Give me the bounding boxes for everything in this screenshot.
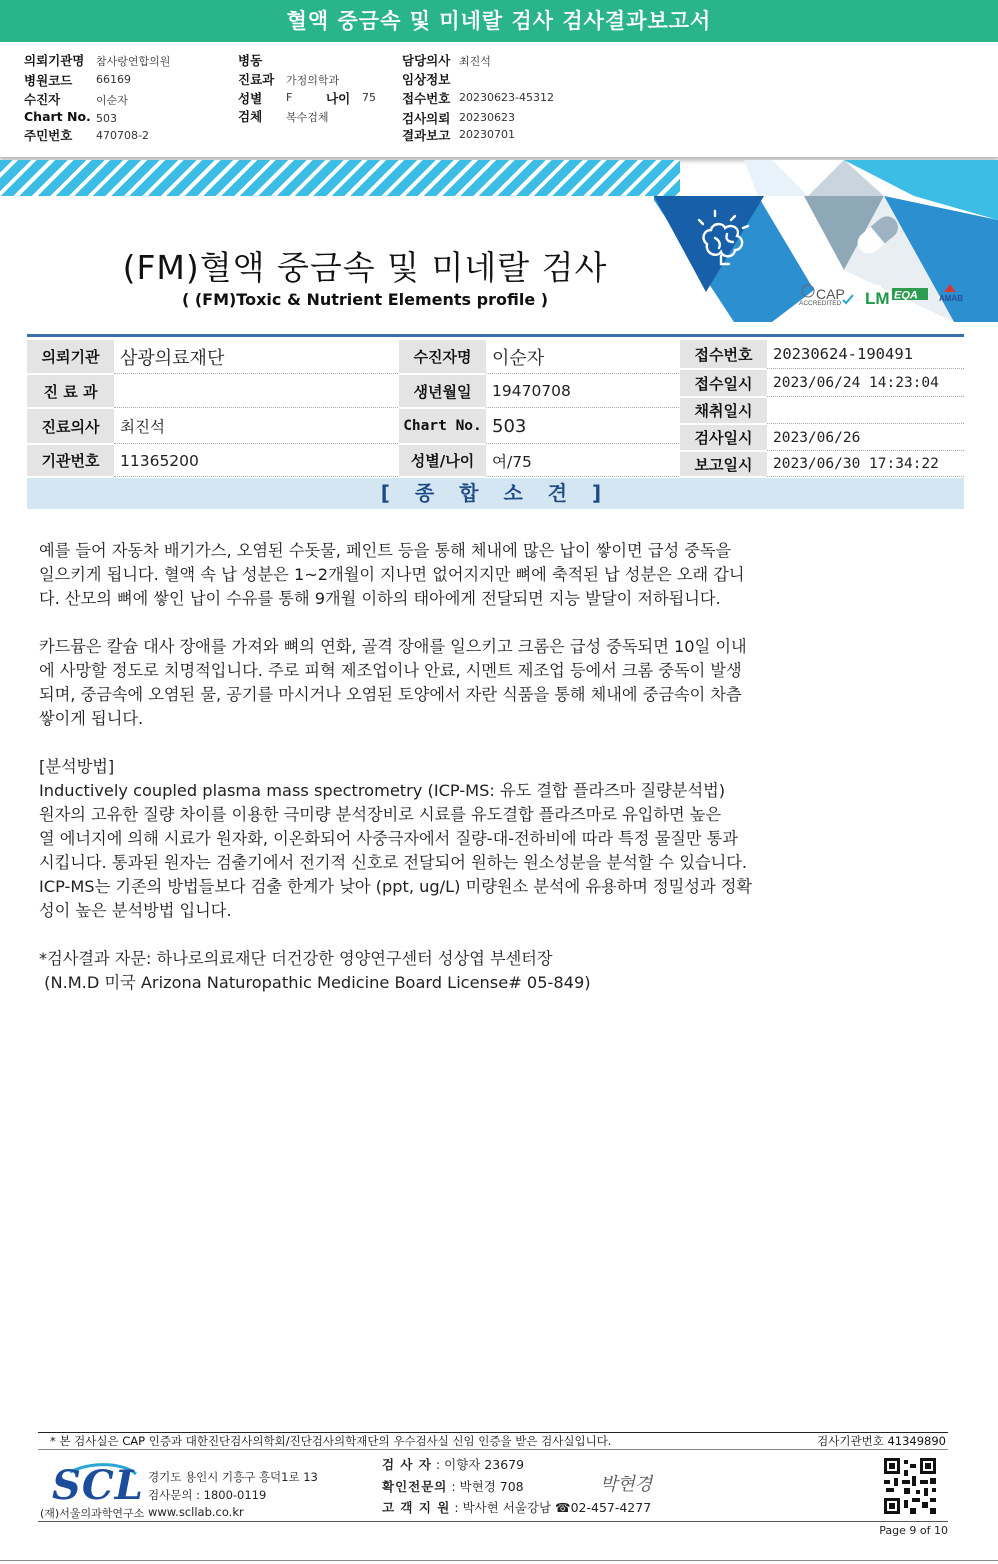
header-label: Chart No. xyxy=(24,109,91,124)
birth-value: 19470708 xyxy=(486,375,679,408)
decorative-stripes xyxy=(0,160,680,196)
bottom-border xyxy=(0,1560,998,1561)
collect-dt-label: 채취일시 xyxy=(680,398,767,424)
receipt-no-label: 접수번호 xyxy=(680,340,767,369)
body-line: 원자의 고유한 질량 차이를 이용한 극미량 분석장비로 시료를 유도결합 플라즈마로 유입하면 높은 xyxy=(39,805,722,824)
body-line: 열 에너지에 의해 시료가 원자화, 이온화되어 사중극자에서 질량-대-전하비에 따라 특정 물질만 통과 xyxy=(39,829,738,848)
body-line: ICP-MS는 기존의 방법들보다 검출 한계가 낮아 (ppt, ug/L) 미량원소 분석에 유용하며 정밀성과 정확 xyxy=(39,877,753,896)
report-dt-value: 2023/06/30 17:34:22 xyxy=(767,452,964,477)
institution-label: 의뢰기관 xyxy=(27,340,114,374)
header-value: 복수검체 xyxy=(286,111,329,124)
specialist-row xyxy=(382,1477,524,1495)
test-title: (FM)혈액 중금속 및 미네랄 검사 xyxy=(122,248,608,287)
certification-notice: * 본 검사실은 CAP 인증과 대한진단검사의학회/진단검사의학재단의 우수검사실 신임 인증을 받은 검사실입니다. xyxy=(50,1434,612,1448)
svg-text:CAP: CAP xyxy=(816,286,845,302)
header-label: 검사의뢰 xyxy=(402,111,451,126)
header-value: 503 xyxy=(96,112,117,125)
patient-value: 이순자 xyxy=(486,340,679,374)
examiner-value: : 이향자 23679 xyxy=(435,1457,525,1472)
body-line: 쌓이게 됩니다. xyxy=(39,709,144,728)
patient-label: 수진자명 xyxy=(399,340,486,374)
specialist-value: : 박현경 708 xyxy=(451,1479,524,1494)
dept-label: 진 료 과 xyxy=(27,375,114,408)
header-label: 나이 xyxy=(326,91,351,106)
header-value: 75 xyxy=(362,91,376,104)
org-no-value: 11365200 xyxy=(114,445,398,477)
doctor-label: 진료의사 xyxy=(27,409,114,444)
header-value: 20230623-45312 xyxy=(459,91,554,104)
birth-label: 생년월일 xyxy=(399,375,486,408)
body-line: 일으키게 됩니다. 혈액 속 납 성분은 1~2개월이 지나면 없어지지만 뼈에 축적된 납 성분은 오래 갑니 xyxy=(39,565,745,584)
body-line: 카드뮴은 칼슘 대사 장애를 가져와 뼈의 연화, 골격 장애를 일으키고 크롬은 급성 중독되면 10일 이내 xyxy=(39,637,747,656)
collect-dt-value xyxy=(767,398,964,424)
header-label: 병동 xyxy=(238,53,263,68)
body-line: Inductively coupled plasma mass spectrometry (ICP-MS: 유도 결합 플라즈마 질량분석법) xyxy=(39,781,726,800)
lm-logo xyxy=(865,285,890,308)
qr-code-icon xyxy=(882,1456,938,1516)
scl-logo: SCL xyxy=(52,1462,144,1509)
support-value: : 박사현 서울강남 ☎02-457-4277 xyxy=(454,1500,652,1515)
footer-divider xyxy=(38,1521,948,1522)
eqa-logo xyxy=(892,288,928,302)
report-dt-label: 보고일시 xyxy=(680,452,767,477)
header-label: 임상정보 xyxy=(402,72,451,87)
lab-phone: 검사문의 : 1800-0119 xyxy=(148,1488,267,1502)
svg-text:EQA: EQA xyxy=(894,289,918,302)
summary-heading: [ 종 합 소 견 ] xyxy=(27,478,964,509)
support-label: 고 객 지 원 xyxy=(382,1500,451,1515)
header-value: 20230623 xyxy=(459,111,515,124)
support-row xyxy=(382,1498,651,1516)
test-subtitle: ( (FM)Toxic & Nutrient Elements profile ) xyxy=(181,290,549,309)
header-label: 주민번호 xyxy=(24,128,73,143)
receipt-dt-label: 접수일시 xyxy=(680,370,767,397)
method-heading: [분석방법] xyxy=(39,757,115,776)
summary-body xyxy=(39,539,879,995)
test-dt-label: 검사일시 xyxy=(680,425,767,451)
header-value: 66169 xyxy=(96,73,131,86)
header-label: 성별 xyxy=(238,91,263,106)
header-label: 진료과 xyxy=(238,72,275,87)
header-value: 20230701 xyxy=(459,128,515,141)
header-value: 참사랑연합의원 xyxy=(96,55,171,68)
body-line: 되며, 중금속에 오염된 물, 공기를 마시거나 오염된 토양에서 자란 식품을 통해 체내에 중금속이 차츰 xyxy=(39,685,742,704)
patient-info-table xyxy=(27,334,964,478)
dept-value xyxy=(114,375,398,408)
header-label: 의뢰기관명 xyxy=(24,53,85,68)
body-line: 다. 산모의 뼈에 쌓인 납이 수유를 통해 9개월 이하의 태아에게 전달되면 지능 발달이 저하됩니다. xyxy=(39,589,721,608)
doctor-value: 최진석 xyxy=(114,409,398,444)
header-value: 이순자 xyxy=(96,94,128,107)
header-label: 병원코드 xyxy=(24,73,73,88)
header-value: 가정의학과 xyxy=(286,74,340,87)
institution-value: 삼광의료재단 xyxy=(114,340,398,374)
body-line: 성이 높은 분석방법 입니다. xyxy=(39,901,232,920)
org-no-label: 기관번호 xyxy=(27,445,114,477)
receipt-dt-value: 2023/06/24 14:23:04 xyxy=(767,370,964,397)
examiner-row xyxy=(382,1455,524,1473)
chart-label: Chart No. xyxy=(399,409,486,444)
svg-text:LM: LM xyxy=(865,289,890,308)
header-value: 최진석 xyxy=(459,55,491,68)
header-label: 담당의사 xyxy=(402,53,451,68)
report-banner-title: 혈액 중금속 및 미네랄 검사 검사결과보고서 xyxy=(0,0,998,42)
examiner-label: 검 사 자 xyxy=(382,1457,432,1472)
lab-name: (재)서울의과학연구소 xyxy=(40,1507,145,1520)
lab-registration-number: 검사기관번호 41349890 xyxy=(817,1434,946,1448)
page-number: Page 9 of 10 xyxy=(879,1524,948,1537)
lab-address: 경기도 용인시 기흥구 흥덕1로 13 xyxy=(148,1470,318,1484)
header-value: F xyxy=(286,91,293,104)
test-dt-value: 2023/06/26 xyxy=(767,425,964,451)
sexage-value: 여/75 xyxy=(486,445,679,477)
receipt-no-value: 20230624-190491 xyxy=(767,340,964,369)
advisor-line: *검사결과 자문: 하나로의료재단 더건강한 영양연구센터 성상엽 부센터장 xyxy=(39,949,553,968)
sexage-label: 성별/나이 xyxy=(399,445,486,477)
header-label: 수진자 xyxy=(24,92,61,107)
svg-text:AMAB: AMAB xyxy=(939,294,963,303)
chart-value: 503 xyxy=(486,409,679,444)
header-value: 470708-2 xyxy=(96,129,149,142)
body-line: 에 사망할 정도로 치명적입니다. 주로 피혁 제조업이나 안료, 시멘트 제조업 등에서 크롬 중독이 발생 xyxy=(39,661,742,680)
body-line: 시킵니다. 통과된 원자는 검출기에서 전기적 신호로 전달되어 원하는 원소성분을 분석할 수 있습니다. xyxy=(39,853,748,872)
specialist-label: 확인전문의 xyxy=(382,1479,448,1494)
footer-divider xyxy=(38,1449,948,1450)
header-label: 접수번호 xyxy=(402,91,451,106)
svg-text:ACCREDITED: ACCREDITED xyxy=(799,300,842,307)
body-line: 예를 들어 자동차 배기가스, 오염된 수돗물, 페인트 등을 통해 체내에 많은 납이 쌓이면 급성 중독을 xyxy=(39,541,732,560)
specialist-signature: 박현경 xyxy=(600,1474,653,1495)
advisor-line: (N.M.D 미국 Arizona Naturopathic Medicine Board License# 05-849) xyxy=(39,973,591,992)
report-header xyxy=(0,46,998,158)
header-label: 결과보고 xyxy=(402,128,451,143)
header-label: 검체 xyxy=(238,109,263,124)
lab-website: www.scllab.co.kr xyxy=(148,1505,244,1519)
